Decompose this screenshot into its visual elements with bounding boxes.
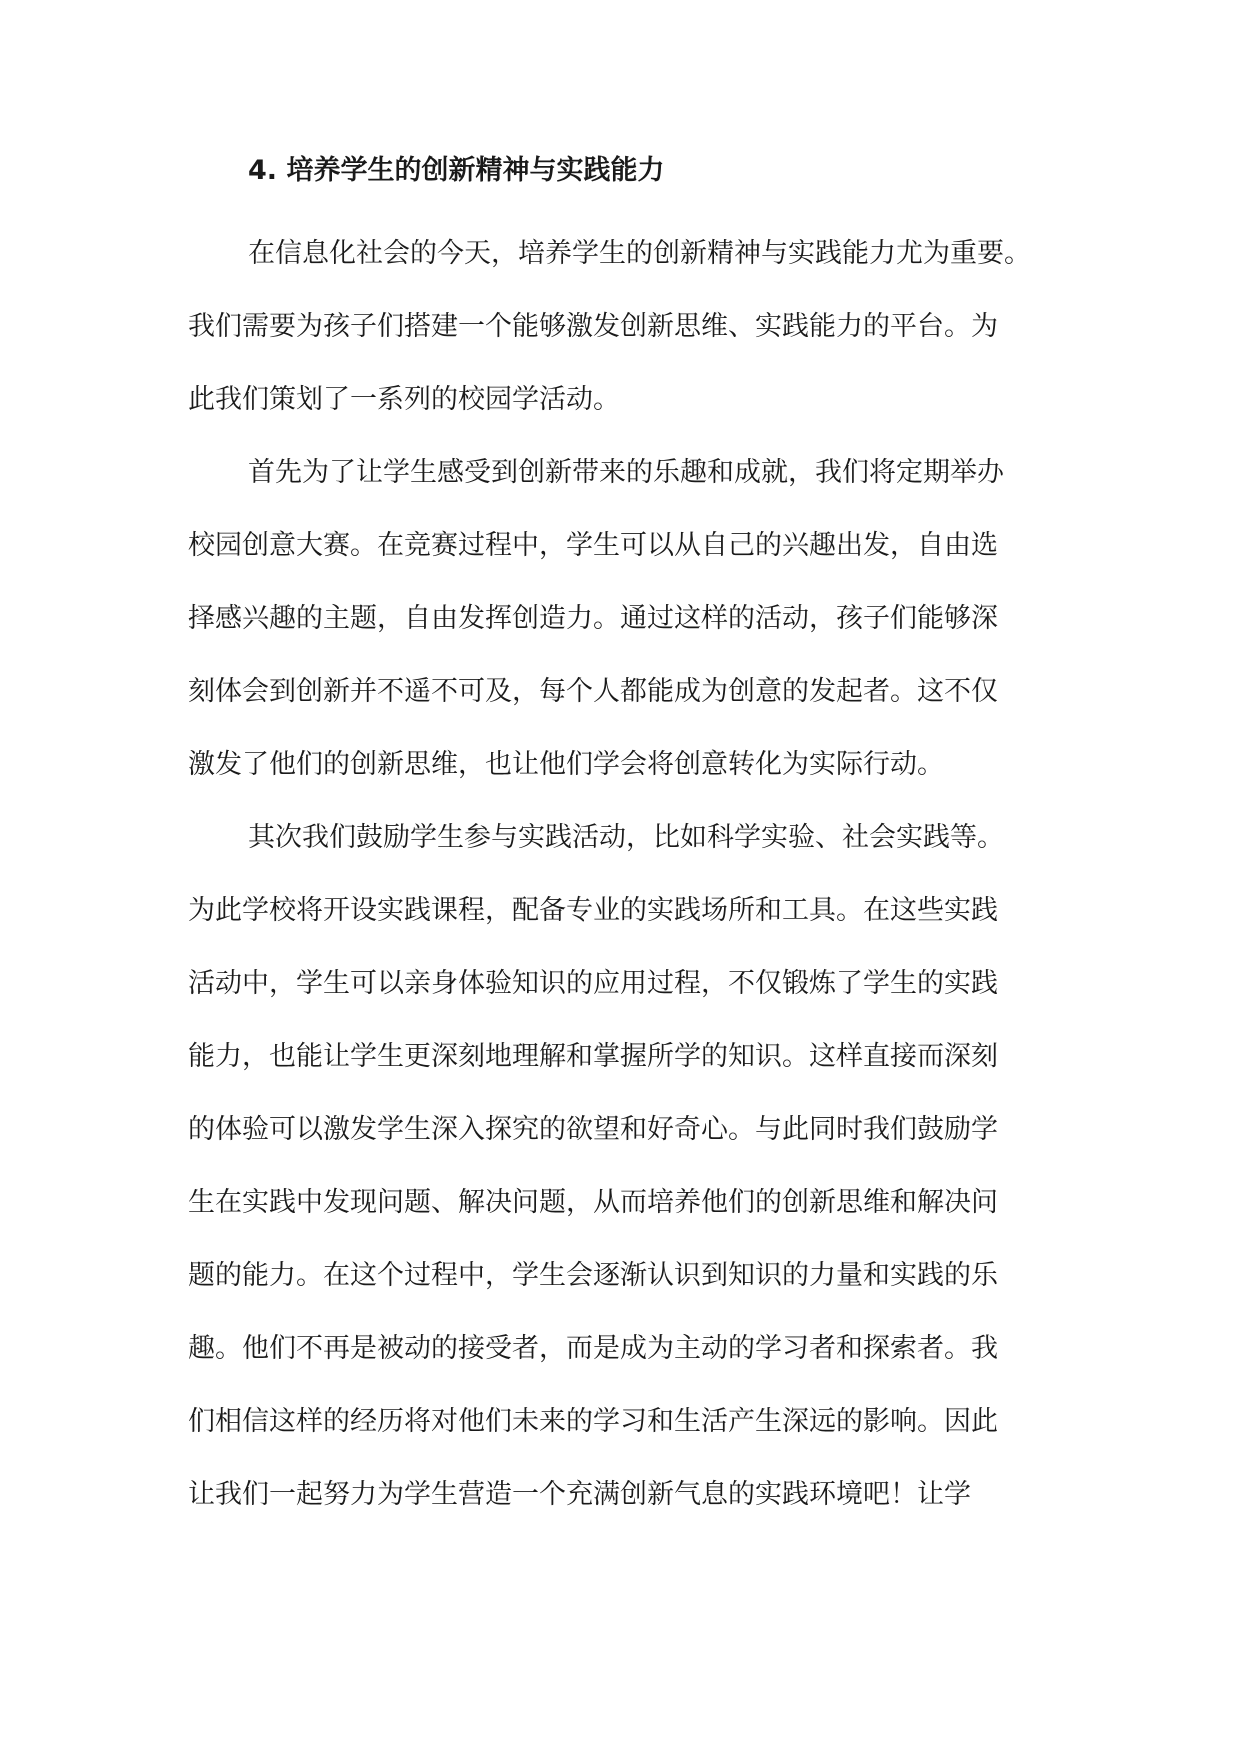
paragraph-line: 在信息化社会的今天，培养学生的创新精神与实践能力尤为重要。 xyxy=(248,238,1031,269)
paragraph-line: 首先为了让学生感受到创新带来的乐趣和成就，我们将定期举办 xyxy=(248,457,1004,488)
paragraph-line: 为此学校将开设实践课程，配备专业的实践场所和工具。在这些实践 xyxy=(188,895,998,926)
document-body xyxy=(188,148,1068,1531)
paragraph-line: 能力，也能让学生更深刻地理解和掌握所学的知识。这样直接而深刻 xyxy=(188,1041,998,1072)
paragraph-line: 此我们策划了一系列的校园学活动。 xyxy=(188,384,620,415)
paragraph-line: 活动中，学生可以亲身体验知识的应用过程，不仅锻炼了学生的实践 xyxy=(188,968,998,999)
paragraph-line: 们相信这样的经历将对他们未来的学习和生活产生深远的影响。因此 xyxy=(188,1406,998,1437)
paragraph-line: 激发了他们的创新思维，也让他们学会将创意转化为实际行动。 xyxy=(188,749,944,780)
paragraph-line: 我们需要为孩子们搭建一个能够激发创新思维、实践能力的平台。为 xyxy=(188,311,998,342)
paragraph-line: 生在实践中发现问题、解决问题，从而培养他们的创新思维和解决问 xyxy=(188,1187,998,1218)
paragraph-line: 刻体会到创新并不遥不可及，每个人都能成为创意的发起者。这不仅 xyxy=(188,676,998,707)
paragraph-line: 题的能力。在这个过程中，学生会逐渐认识到知识的力量和实践的乐 xyxy=(188,1260,998,1291)
section-heading: 4. 培养学生的创新精神与实践能力 xyxy=(248,155,665,186)
paragraph-line: 择感兴趣的主题，自由发挥创造力。通过这样的活动，孩子们能够深 xyxy=(188,603,998,634)
paragraph-line: 趣。他们不再是被动的接受者，而是成为主动的学习者和探索者。我 xyxy=(188,1333,998,1364)
paragraph-line: 让我们一起努力为学生营造一个充满创新气息的实践环境吧！让学 xyxy=(188,1479,971,1510)
paragraph-line: 的体验可以激发学生深入探究的欲望和好奇心。与此同时我们鼓励学 xyxy=(188,1114,998,1145)
paragraph-line: 其次我们鼓励学生参与实践活动，比如科学实验、社会实践等。 xyxy=(248,822,1004,853)
paragraph-line: 校园创意大赛。在竞赛过程中，学生可以从自己的兴趣出发，自由选 xyxy=(188,530,998,561)
